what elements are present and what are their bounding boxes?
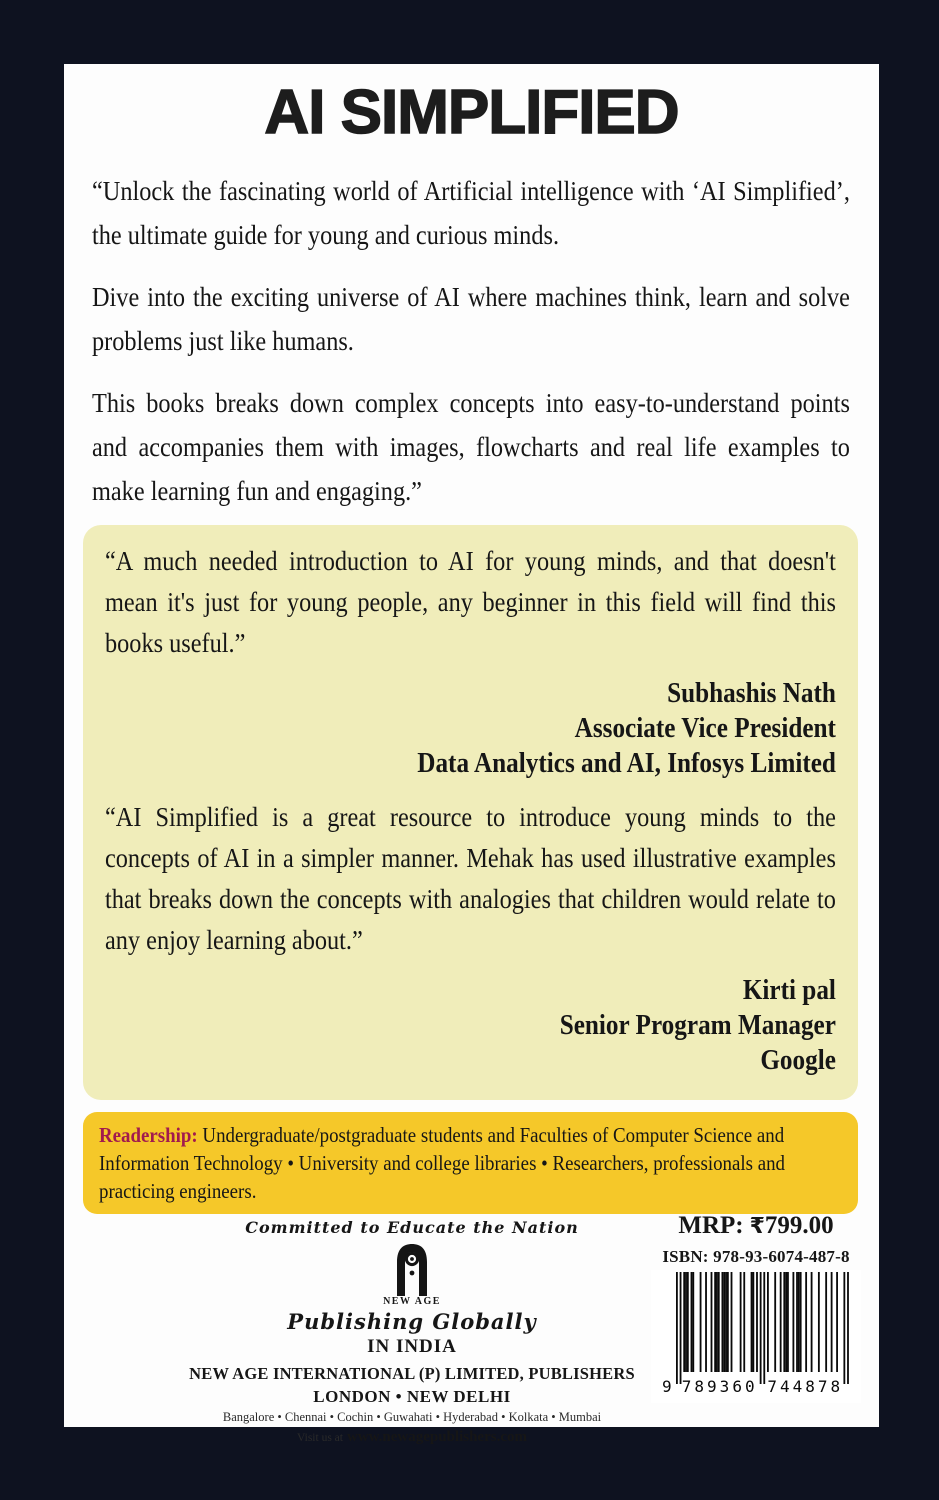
rupee-symbol: ₹ <box>749 1214 765 1239</box>
publisher-logo-text: NEW AGE <box>383 1296 441 1307</box>
imprint-section <box>64 1212 879 1445</box>
testimonial-attribution-2 <box>105 973 836 1078</box>
book-back-cover <box>64 64 879 1445</box>
testimonial-quote-1: “A much needed introduction to AI for young minds, and that doesn't mean it's just for young people, any beginner in this field will find this books useful.” <box>105 545 836 658</box>
isbn-line <box>651 1247 861 1267</box>
readership-box <box>83 1112 858 1214</box>
mrp-value: 799.00 <box>764 1212 834 1239</box>
price-block <box>651 1212 861 1403</box>
intro-section <box>92 169 850 513</box>
svg-text:744878: 744878 <box>767 1377 844 1396</box>
readership-label: Readership: <box>99 1122 198 1147</box>
publisher-website-line <box>152 1429 672 1446</box>
attribution-name: Kirti pal <box>742 974 836 1006</box>
publisher-cities-primary: LONDON • NEW DELHI <box>313 1387 511 1406</box>
attribution-role: Senior Program Manager <box>559 1009 836 1041</box>
intro-paragraph-1: “Unlock the fascinating world of Artificial intelligence with ‘AI Simplified’, the ultimate guide for young and curious minds. <box>92 175 850 250</box>
mrp-line <box>651 1212 861 1240</box>
barcode <box>651 1270 861 1403</box>
attribution-role: Associate Vice President <box>574 712 836 744</box>
testimonial-attribution-1 <box>105 676 836 781</box>
publisher-website: www.newagepublishers.com <box>346 1429 527 1445</box>
isbn-label: ISBN: <box>662 1247 709 1266</box>
isbn-value: 978-93-6074-487-8 <box>713 1247 850 1266</box>
publisher-block <box>152 1218 672 1446</box>
publisher-motto: Committed to Educate the Nation <box>245 1218 579 1237</box>
svg-text:789360: 789360 <box>681 1377 758 1396</box>
testimonial-quote-2: “AI Simplified is a great resource to introduce young minds to the concepts of AI in a simpler manner. Mehak has used illustrative examples that breaks down the concepts with analogies that children would relate to any enjoy learning about.” <box>105 801 836 955</box>
mrp-label: MRP: <box>678 1212 744 1239</box>
svg-text:9: 9 <box>662 1377 675 1396</box>
publisher-name: NEW AGE INTERNATIONAL (P) LIMITED, PUBLISHERS <box>189 1364 635 1383</box>
book-title: AI SIMPLIFIED <box>264 78 679 147</box>
website-prefix: Visit us at <box>297 1432 343 1444</box>
publisher-tagline-country: IN INDIA <box>367 1336 457 1357</box>
attribution-org: Google <box>760 1044 836 1076</box>
publisher-cities-secondary: Bangalore • Chennai • Cochin • Guwahati • Hyderabad • Kolkata • Mumbai <box>222 1410 602 1424</box>
intro-paragraph-3: This books breaks down complex concepts into easy-to-understand points and accompanies them with images, flowcharts and real life examples to make learning fun and engaging.” <box>92 387 850 506</box>
testimonials-box <box>83 525 858 1100</box>
new-age-logo-icon <box>387 1240 437 1298</box>
intro-paragraph-2: Dive into the exciting universe of AI where machines think, learn and solve problems just like humans. <box>92 281 850 356</box>
readership-text: Undergraduate/postgraduate students and Faculties of Computer Science and Information Technology • University and college libraries • Researchers, professionals and practicing engineers. <box>99 1122 785 1203</box>
publisher-tagline-script: Publishing Globally <box>287 1309 537 1334</box>
readership-line <box>99 1121 842 1205</box>
attribution-name: Subhashis Nath <box>667 677 836 709</box>
attribution-org: Data Analytics and AI, Infosys Limited <box>417 747 836 779</box>
